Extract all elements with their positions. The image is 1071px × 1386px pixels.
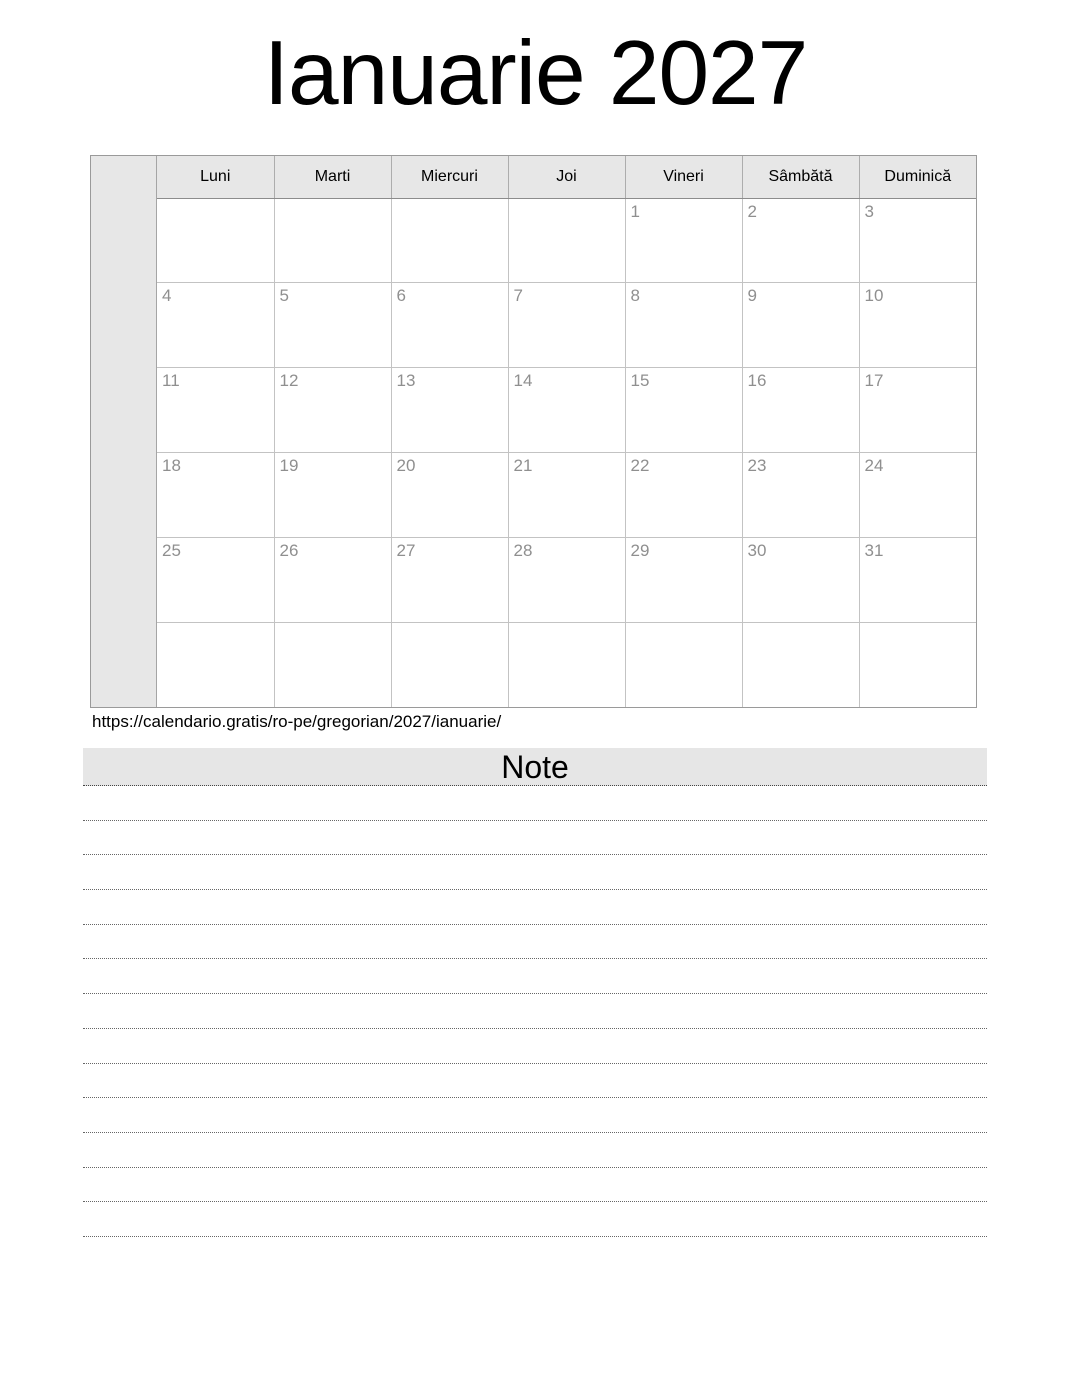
note-line [83, 1098, 987, 1133]
calendar-week-row [157, 368, 976, 453]
calendar-day-cell: 8 [625, 283, 742, 368]
calendar-day-cell: 4 [157, 283, 274, 368]
calendar-day-cell: 12 [274, 368, 391, 453]
calendar-day-cell: 29 [625, 537, 742, 622]
calendar-day-cell: 5 [274, 283, 391, 368]
calendar-day-cell [274, 622, 391, 707]
calendar-week-row [157, 198, 976, 283]
source-url: https://calendario.gratis/ro-pe/gregorian/2027/ianuarie/ [92, 712, 502, 731]
day-header-luni: Luni [157, 156, 274, 198]
calendar-day-cell: 30 [742, 537, 859, 622]
calendar-week-row [157, 283, 976, 368]
calendar-day-cell: 11 [157, 368, 274, 453]
calendar-day-cell: 24 [859, 452, 976, 537]
note-line [83, 994, 987, 1029]
day-header-joi: Joi [508, 156, 625, 198]
calendar-day-cell: 21 [508, 452, 625, 537]
calendar-week-row [157, 622, 976, 707]
day-header-marti: Marti [274, 156, 391, 198]
calendar-day-cell: 25 [157, 537, 274, 622]
calendar-day-cell: 1 [625, 198, 742, 283]
note-line [83, 786, 987, 821]
notes-title: Note [83, 748, 987, 786]
calendar-day-cell: 22 [625, 452, 742, 537]
calendar-day-cell: 26 [274, 537, 391, 622]
calendar-day-cell [157, 198, 274, 283]
calendar-day-cell [391, 198, 508, 283]
calendar-day-cell: 7 [508, 283, 625, 368]
calendar-day-cell [859, 622, 976, 707]
note-line [83, 1064, 987, 1099]
calendar-day-cell: 18 [157, 452, 274, 537]
calendar-week-row [157, 452, 976, 537]
note-line [83, 925, 987, 960]
note-line [83, 1168, 987, 1203]
calendar-day-cell: 23 [742, 452, 859, 537]
note-line [83, 821, 987, 856]
notes-section [83, 748, 987, 1237]
note-line [83, 959, 987, 994]
calendar-day-cell [274, 198, 391, 283]
calendar-day-cell [508, 622, 625, 707]
note-line [83, 1133, 987, 1168]
note-line [83, 890, 987, 925]
calendar-day-cell [157, 622, 274, 707]
calendar-day-cell: 2 [742, 198, 859, 283]
calendar-day-cell [742, 622, 859, 707]
calendar-day-cell: 6 [391, 283, 508, 368]
calendar-week-row [157, 537, 976, 622]
calendar-day-cell [391, 622, 508, 707]
calendar-day-cell: 10 [859, 283, 976, 368]
calendar-day-cell: 16 [742, 368, 859, 453]
calendar-header-row [157, 156, 976, 198]
calendar-day-cell: 27 [391, 537, 508, 622]
calendar-day-cell: 15 [625, 368, 742, 453]
note-line [83, 1029, 987, 1064]
calendar-day-cell: 14 [508, 368, 625, 453]
day-header-sambata: Sâmbătă [742, 156, 859, 198]
calendar-side-strip [91, 156, 157, 707]
calendar-day-cell: 31 [859, 537, 976, 622]
calendar-day-cell: 17 [859, 368, 976, 453]
calendar-day-cell: 13 [391, 368, 508, 453]
note-line [83, 1202, 987, 1237]
calendar-day-cell: 9 [742, 283, 859, 368]
calendar-day-cell: 3 [859, 198, 976, 283]
calendar-day-cell [625, 622, 742, 707]
day-header-duminica: Duminică [859, 156, 976, 198]
calendar-day-cell: 28 [508, 537, 625, 622]
page-title: Ianuarie 2027 [263, 23, 808, 124]
day-header-vineri: Vineri [625, 156, 742, 198]
day-header-miercuri: Miercuri [391, 156, 508, 198]
calendar-day-cell: 19 [274, 452, 391, 537]
calendar-table [157, 156, 976, 707]
note-line [83, 855, 987, 890]
calendar-day-cell [508, 198, 625, 283]
calendar [90, 155, 977, 708]
calendar-day-cell: 20 [391, 452, 508, 537]
